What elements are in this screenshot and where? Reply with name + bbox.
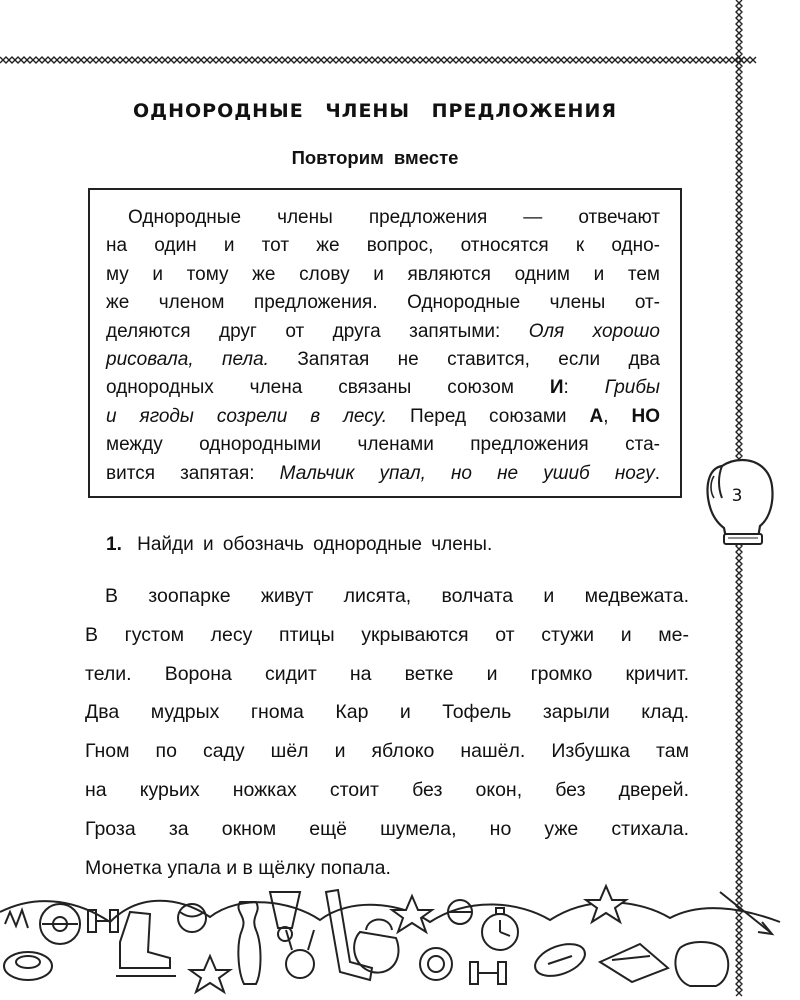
section-subtitle: Повторим вместе: [291, 147, 459, 168]
dumbbell-icon: [88, 910, 118, 932]
page-number: 3: [731, 486, 743, 506]
rule-line: между однородными членами предложения ста-: [106, 434, 660, 456]
discus-icon: [4, 952, 52, 980]
star-icon: [190, 956, 230, 992]
rule-example: Грибы: [604, 377, 661, 399]
rosette-icon: [420, 948, 452, 980]
exercise-line: тели. Ворона сидит на ветке и громко кричит.: [85, 662, 689, 685]
rule-example: Оля хорошо: [528, 320, 660, 342]
rule-line: рисовала, пела. Запятая не ставится, если два: [106, 349, 660, 371]
sports-doodles: [0, 872, 790, 1000]
rule-line: на один и тот же вопрос, относятся к одно-: [106, 235, 660, 257]
page-title: ОДНОРОДНЫЕ ЧЛЕНЫ ПРЕДЛОЖЕНИЯ: [133, 100, 617, 122]
stopwatch-icon: [482, 908, 518, 950]
conjunction: И: [549, 377, 564, 399]
conjunction: А: [589, 405, 604, 427]
exercise-text: [85, 577, 689, 887]
rule-line: же членом предложения. Однородные члены от-: [106, 292, 660, 314]
rule-example: рисовала, пела.: [106, 349, 269, 371]
rule-example: и ягоды созрели в лесу.: [106, 405, 388, 427]
bowling-pin-icon: [238, 902, 260, 984]
exercise-line: Гном по саду шёл и яблоко нашёл. Избушка там: [85, 740, 689, 763]
conjunction: НО: [631, 405, 661, 427]
boxing-glove-icon: [675, 942, 728, 986]
rule-line: му и тому же слову и являются одним и тем: [106, 263, 660, 285]
exercise-line: В густом лесу птицы укрываются от стужи и ме-: [85, 623, 689, 646]
rugby-ball-icon: [531, 938, 589, 982]
exercise-line: Монетка упала и в щёлку попала.: [85, 856, 391, 879]
rule-line: вится запятая: Мальчик упал, но не ушиб ногу.: [106, 462, 660, 484]
exercise-line: на курьих ножках стоит без окон, без дверей.: [85, 778, 689, 801]
ball-icon: [448, 900, 472, 924]
exercise-line: Гроза за окном ещё шумела, но уже стихала.: [85, 817, 689, 840]
rule-line: однородных члена связаны союзом И: Грибы: [106, 377, 661, 399]
arrow-icon: [720, 892, 772, 934]
task-number: 1.: [106, 534, 122, 555]
rule-text: [106, 204, 660, 488]
skate-icon: [116, 912, 176, 976]
rule-line: Однородные члены предложения — отвечают: [128, 207, 660, 228]
rule-example: Мальчик упал, но не ушиб ногу: [279, 462, 655, 484]
shuttlecock-icon: [270, 892, 300, 941]
star-icon: [392, 896, 432, 932]
exercise-line: В зоопарке живут лисята, волчата и медвежата.: [105, 585, 689, 607]
exercise-line: Два мудрых гнома Кар и Тофель зарыли клад.: [85, 701, 689, 724]
tape-reel-icon: [40, 904, 80, 944]
flipper-icon: [600, 944, 668, 982]
rule-line: деляются друг от друга запятыми: Оля хорошо: [106, 320, 660, 342]
top-zigzag-border: [0, 55, 760, 67]
task-text: Найди и обозначь однородные члены.: [137, 534, 493, 555]
task-heading: [106, 534, 666, 556]
dumbbell-icon: [470, 962, 506, 984]
rule-line: и ягоды созрели в лесу. Перед союзами А, НО: [106, 405, 661, 427]
star-icon: [586, 886, 626, 922]
kettlebell-icon: [354, 920, 398, 973]
hockey-stick-icon: [326, 890, 372, 980]
